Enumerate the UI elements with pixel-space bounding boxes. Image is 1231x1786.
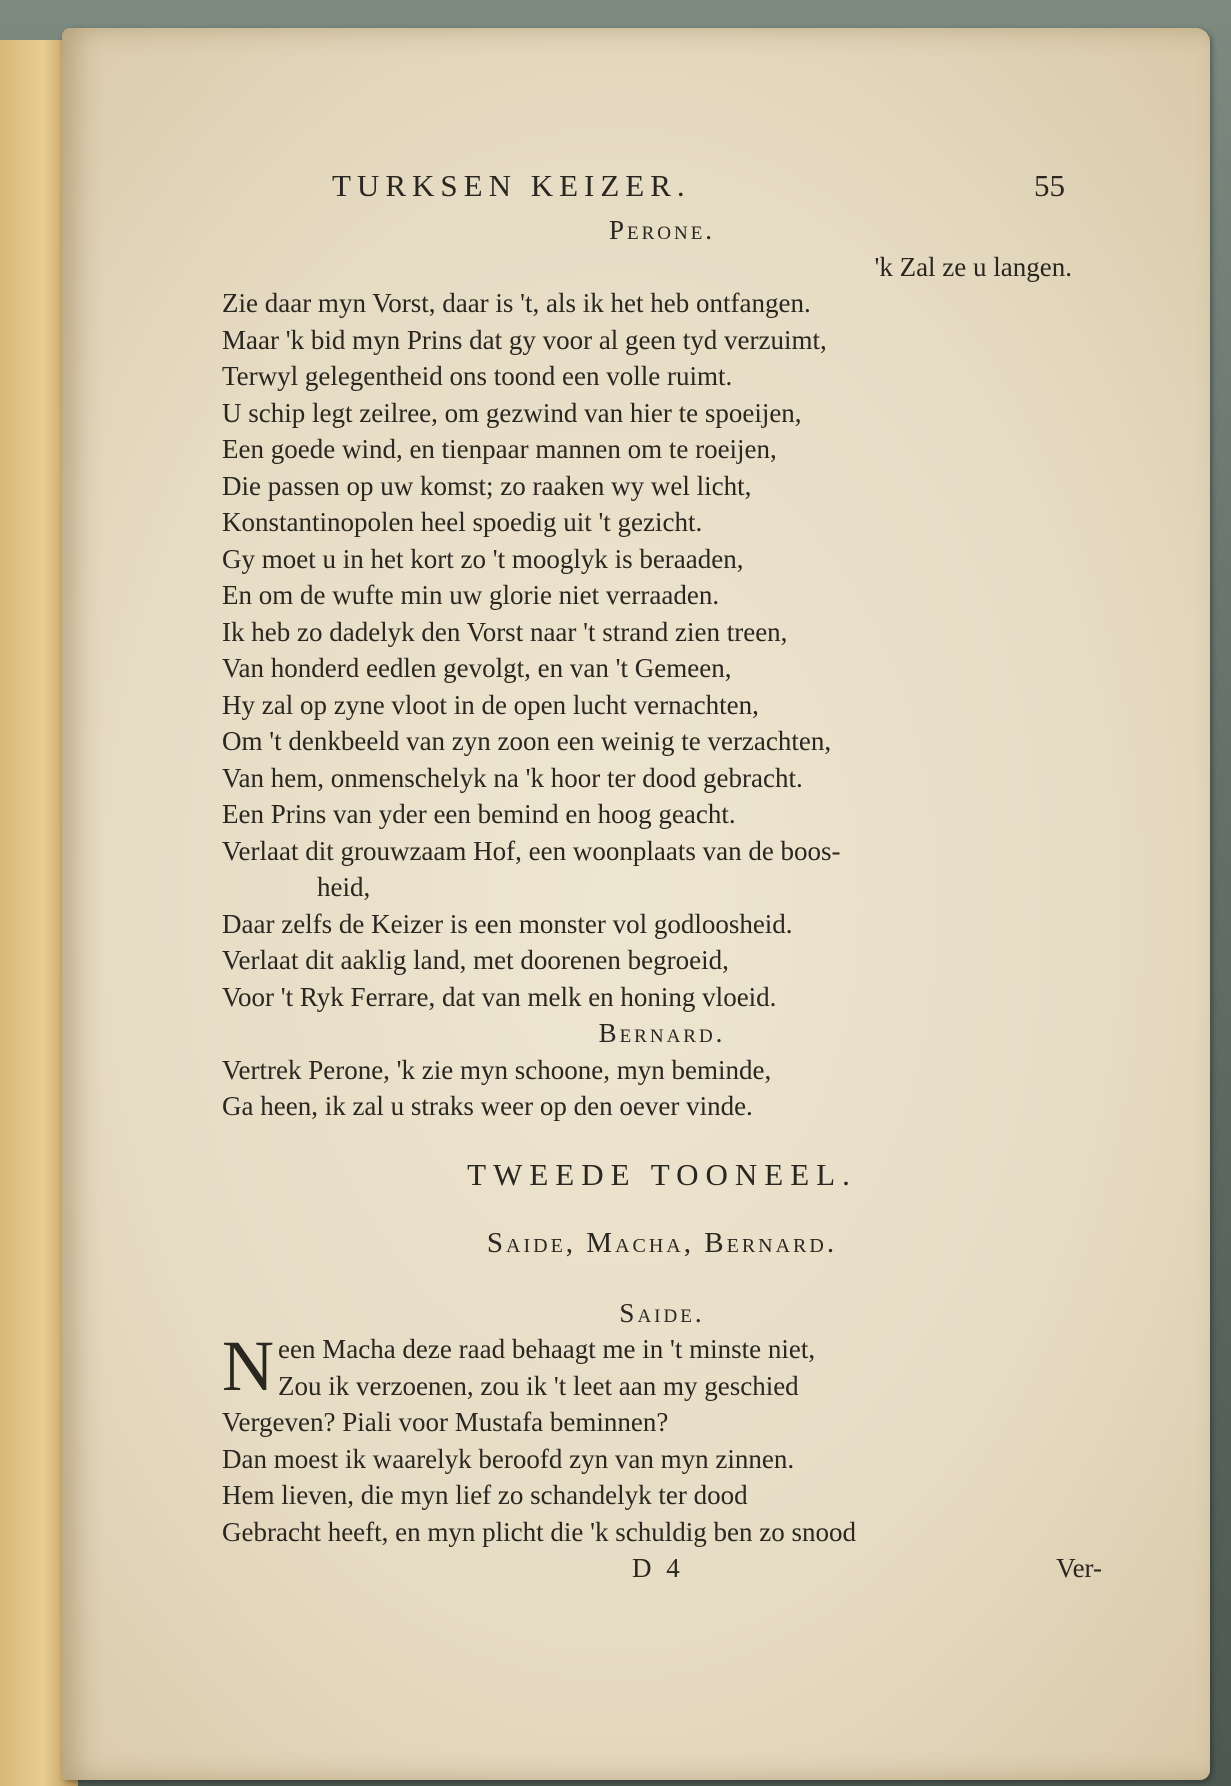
- verse-line: U schip legt zeilree, om gezwind van hier te spoeijen,: [222, 397, 802, 428]
- page-text: [222, 168, 1102, 1590]
- verse-line: Vertrek Perone, 'k zie myn schoone, myn beminde,: [222, 1054, 772, 1085]
- verse-line: En om de wufte min uw glorie niet verraaden.: [222, 580, 720, 610]
- running-head: TURKSEN KEIZER.: [332, 168, 691, 203]
- verse-line-text: een Macha deze raad behaagt me in 't minste niet,: [278, 1334, 816, 1364]
- verse-line: Konstantinopolen heel spoedig uit 't gezicht.: [222, 507, 703, 537]
- verse-line: Hem lieven, die myn lief zo schandelyk ter dood: [222, 1480, 748, 1510]
- verse-continuation: heid,: [317, 872, 371, 902]
- speaker-bernard: Bernard.: [598, 1018, 726, 1048]
- verse-line: Daar zelfs de Keizer is een monster vol godloosheid.: [222, 908, 793, 939]
- verse-line: Een goede wind, en tienpaar mannen om te roeijen,: [222, 434, 777, 464]
- verse-line: Een Prins van yder een bemind en hoog geacht.: [222, 799, 736, 829]
- drop-cap: N: [222, 1326, 274, 1406]
- verse-line: Ga heen, ik zal u straks weer op den oever vinde.: [222, 1091, 753, 1121]
- book-page: [62, 28, 1210, 1780]
- verse-line: Zie daar myn Vorst, daar is 't, als ik het heb ontfangen.: [222, 288, 811, 318]
- page-footer: [222, 1550, 1102, 1590]
- verse-line: Maar 'k bid myn Prins dat gy voor al geen tyd verzuimt,: [222, 324, 827, 355]
- page-number: 55: [1034, 168, 1065, 203]
- verse-line: Om 't denkbeeld van zyn zoon een weinig te verzachten,: [222, 726, 832, 756]
- verse-line: Die passen op uw komst; zo raaken wy wel licht,: [222, 470, 752, 501]
- verse-line: Verlaat dit aaklig land, met doorenen begroeid,: [222, 945, 729, 975]
- verse-line: 'k Zal ze u langen.: [874, 251, 1072, 282]
- verse-line: Vergeven? Piali voor Mustafa beminnen?: [222, 1407, 669, 1437]
- speaker-saide: Saide.: [619, 1297, 705, 1328]
- page-header: [222, 168, 1102, 212]
- verse-line: Hy zal op zyne vloot in de open lucht vernachten,: [222, 689, 759, 720]
- verse-line: Ik heb zo dadelyk den Vorst naar 't strand zien treen,: [222, 616, 788, 647]
- verse-line: Van honderd eedlen gevolgt, en van 't Gemeen,: [222, 653, 732, 683]
- speaker-perone: Perone.: [608, 215, 716, 245]
- scene-title: TWEEDE TOONEEL.: [467, 1156, 857, 1192]
- verse-line: Terwyl gelegentheid ons toond een volle ruimt.: [222, 361, 733, 391]
- scene-characters: Saide, Macha, Bernard.: [486, 1226, 838, 1259]
- verse-line: Verlaat dit grouwzaam Hof, een woonplaats van de boos-: [222, 835, 841, 866]
- verse-line: Gebracht heeft, en myn plicht die 'k schuldig ben zo snood: [222, 1516, 856, 1547]
- verse-line: Voor 't Ryk Ferrare, dat van melk en honing vloeid.: [222, 981, 777, 1012]
- verse-line: Zou ik verzoenen, zou ik 't leet aan my geschied: [278, 1370, 799, 1401]
- signature-mark: D 4: [632, 1553, 684, 1583]
- verse-line: Gy moet u in het kort zo 't mooglyk is beraaden,: [222, 543, 744, 574]
- verse-line: Van hem, onmenschelyk na 'k hoor ter dood gebracht.: [222, 762, 803, 793]
- verse-line: Dan moest ik waarelyk beroofd zyn van myn zinnen.: [222, 1443, 795, 1474]
- catchword: Ver-: [1056, 1553, 1102, 1583]
